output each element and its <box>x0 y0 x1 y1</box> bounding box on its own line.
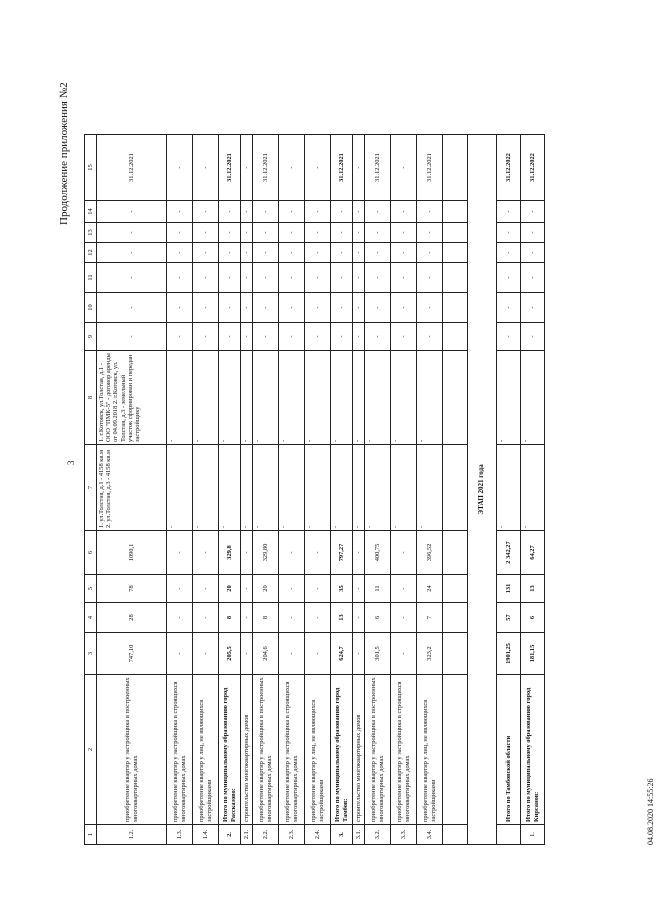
cell-col-1: 2.3. <box>279 825 305 845</box>
cell-col-5: 20 <box>219 575 241 603</box>
cell-col-7: 1. ул.Толстая, д.1 - 4158 кв.м 2. ул.Толстая, д.3 - 4158 кв.м <box>97 445 167 531</box>
cell-col-10: - <box>305 293 331 323</box>
cell-col-6: - <box>353 531 365 575</box>
cell-col-11: - <box>167 263 193 293</box>
cell-col-6: 400,75 <box>365 531 391 575</box>
appendix-continuation: Продолжение приложения №2 <box>58 82 70 225</box>
cell-col-10: - <box>97 293 167 323</box>
cell-col-8: - <box>279 351 305 445</box>
cell-col-15: 31.12.2022 <box>521 135 545 201</box>
cell-col-3: 301,5 <box>365 633 391 675</box>
cell-col-6: - <box>279 531 305 575</box>
cell-col-14: - <box>353 201 365 223</box>
column-number: 14 <box>85 201 97 223</box>
cell-col-12: - <box>331 243 353 263</box>
cell-col-3: - <box>353 633 365 675</box>
program-table <box>84 134 545 845</box>
table-row <box>305 135 331 845</box>
cell-col-4: - <box>167 603 193 633</box>
column-number: 6 <box>85 531 97 575</box>
cell-col-14: - <box>305 201 331 223</box>
column-number: 12 <box>85 243 97 263</box>
cell-col-10: - <box>497 293 521 323</box>
cell-col-6: - <box>305 531 331 575</box>
cell-col-11: - <box>391 263 417 293</box>
cell-col-14: - <box>167 201 193 223</box>
cell-col-13: - <box>331 223 353 243</box>
table-row <box>365 135 391 845</box>
cell-col-2: строительство многоквартирных домов <box>353 675 365 825</box>
cell-col-11: - <box>193 263 219 293</box>
cell-col-12: - <box>305 243 331 263</box>
footer-timestamp: 04.08.2020 14:55:26 <box>646 778 655 845</box>
cell-col-8: - <box>353 351 365 445</box>
cell-col-10: - <box>331 293 353 323</box>
cell-col-1: 1.2. <box>97 825 167 845</box>
cell-col-7: - <box>391 445 417 531</box>
cell-col-11: - <box>279 263 305 293</box>
cell-col-13: - <box>241 223 253 243</box>
cell-col-10: - <box>279 293 305 323</box>
cell-col-15: 31.12.2021 <box>331 135 353 201</box>
cell-col-8: - <box>391 351 417 445</box>
empty-cell <box>443 825 468 845</box>
cell-col-8: - <box>365 351 391 445</box>
cell-col-11: - <box>305 263 331 293</box>
cell-col-6: 797,27 <box>331 531 353 575</box>
table-row <box>219 135 241 845</box>
cell-col-14: - <box>497 201 521 223</box>
column-number: 9 <box>85 323 97 351</box>
cell-col-7: - <box>417 445 443 531</box>
cell-col-10: - <box>365 293 391 323</box>
cell-col-14: - <box>391 201 417 223</box>
cell-col-13: - <box>219 223 241 243</box>
cell-col-7: - <box>193 445 219 531</box>
cell-col-4: 28 <box>97 603 167 633</box>
cell-col-9: - <box>219 323 241 351</box>
empty-cell <box>443 351 468 445</box>
cell-col-10: - <box>253 293 279 323</box>
table-row <box>331 135 353 845</box>
cell-col-12: - <box>279 243 305 263</box>
table-row <box>353 135 365 845</box>
cell-col-9: - <box>193 323 219 351</box>
cell-col-2: приобретение квартир у застройщика в построенных многоквартирных домах <box>97 675 167 825</box>
cell-col-14: - <box>241 201 253 223</box>
cell-col-4: - <box>305 603 331 633</box>
column-number: 4 <box>85 603 97 633</box>
empty-cell <box>443 531 468 575</box>
cell-col-15: - <box>193 135 219 201</box>
cell-col-6: 1090,1 <box>97 531 167 575</box>
cell-col-8: - <box>241 351 253 445</box>
cell-col-3: - <box>193 633 219 675</box>
cell-col-3: 1901,25 <box>497 633 521 675</box>
cell-col-12: - <box>365 243 391 263</box>
cell-col-9: - <box>167 323 193 351</box>
cell-col-10: - <box>241 293 253 323</box>
cell-col-2: приобретение квартир у застройщика в построенных многоквартирных домах <box>253 675 279 825</box>
cell-col-5: - <box>279 575 305 603</box>
cell-col-4: - <box>279 603 305 633</box>
cell-col-3: 205,5 <box>219 633 241 675</box>
cell-col-1: 3.4. <box>417 825 443 845</box>
cell-col-4: 8 <box>219 603 241 633</box>
cell-col-15: 31.12.2021 <box>365 135 391 201</box>
cell-col-4: - <box>391 603 417 633</box>
cell-col-14: - <box>97 201 167 223</box>
cell-col-9: - <box>353 323 365 351</box>
cell-col-12: - <box>521 243 545 263</box>
cell-col-2: Итого по муниципальному образованию город Тамбов: <box>331 675 353 825</box>
cell-col-11: - <box>253 263 279 293</box>
cell-col-4: 6 <box>365 603 391 633</box>
column-number: 7 <box>85 445 97 531</box>
cell-col-14: - <box>521 201 545 223</box>
empty-cell <box>443 263 468 293</box>
cell-col-5: 20 <box>253 575 279 603</box>
cell-col-5: 13 <box>521 575 545 603</box>
cell-col-11: - <box>365 263 391 293</box>
cell-col-2: приобретение квартир у лиц, не являющихся застройщиками <box>305 675 331 825</box>
cell-col-15: - <box>353 135 365 201</box>
column-number: 5 <box>85 575 97 603</box>
table-row <box>241 135 253 845</box>
cell-col-8: - <box>497 351 521 445</box>
cell-col-5: - <box>391 575 417 603</box>
cell-col-1: 2.2. <box>253 825 279 845</box>
cell-col-11: - <box>353 263 365 293</box>
cell-col-2: Итого по Тамбовской области <box>497 675 521 825</box>
cell-col-5: 24 <box>417 575 443 603</box>
cell-col-3: 181,15 <box>521 633 545 675</box>
cell-col-7: - <box>365 445 391 531</box>
cell-col-8: - <box>167 351 193 445</box>
cell-col-15: 31.12.2021 <box>253 135 279 201</box>
cell-col-14: - <box>253 201 279 223</box>
cell-col-9: - <box>279 323 305 351</box>
cell-col-8: - <box>331 351 353 445</box>
cell-col-1: 2.1. <box>241 825 253 845</box>
cell-col-1 <box>497 825 521 845</box>
table-row <box>193 135 219 845</box>
cell-col-14: - <box>365 201 391 223</box>
cell-col-15: 31.12.2021 <box>417 135 443 201</box>
cell-col-7: - <box>167 445 193 531</box>
column-number: 10 <box>85 293 97 323</box>
cell-col-2: приобретение квартир у застройщика в строящихся многоквартирных домах <box>167 675 193 825</box>
column-number: 8 <box>85 351 97 445</box>
table-row <box>279 135 305 845</box>
cell-col-4: - <box>193 603 219 633</box>
table-row <box>167 135 193 845</box>
empty-cell <box>443 293 468 323</box>
cell-col-11: - <box>331 263 353 293</box>
cell-col-8: - <box>417 351 443 445</box>
empty-cell <box>443 675 468 825</box>
empty-cell <box>443 575 468 603</box>
cell-col-4: - <box>353 603 365 633</box>
cell-col-6: - <box>391 531 417 575</box>
cell-col-10: - <box>167 293 193 323</box>
cell-col-4: 6 <box>521 603 545 633</box>
cell-col-9: - <box>331 323 353 351</box>
cell-col-6: 329,80 <box>253 531 279 575</box>
empty-cell <box>443 445 468 531</box>
cell-col-3: - <box>241 633 253 675</box>
cell-col-9: - <box>97 323 167 351</box>
cell-col-9: - <box>365 323 391 351</box>
table-row <box>253 135 279 845</box>
cell-col-13: - <box>521 223 545 243</box>
cell-col-6: 329,8 <box>219 531 241 575</box>
empty-cell <box>443 223 468 243</box>
cell-col-12: - <box>391 243 417 263</box>
table-row <box>391 135 417 845</box>
cell-col-7: - <box>353 445 365 531</box>
cell-col-6: - <box>193 531 219 575</box>
cell-col-1: 3.2. <box>365 825 391 845</box>
cell-col-15: - <box>241 135 253 201</box>
cell-col-9: - <box>521 323 545 351</box>
cell-col-7: - <box>331 445 353 531</box>
cell-col-9: - <box>241 323 253 351</box>
stage-title: ЭТАП 2021 года <box>468 135 497 845</box>
cell-col-14: - <box>193 201 219 223</box>
empty-cell <box>443 633 468 675</box>
cell-col-8: 1. г.Котовск, ул.Толстая, д.1 - ООО "ПМК-5" - договор аренды от 04.09.2018 2. г.Котовск, ул. Толстая, д.3 - земельный участок сформирован и передан застройщику <box>97 351 167 445</box>
table-row <box>521 135 545 845</box>
cell-col-10: - <box>521 293 545 323</box>
cell-col-12: - <box>193 243 219 263</box>
cell-col-4: 57 <box>497 603 521 633</box>
cell-col-8: - <box>193 351 219 445</box>
cell-col-8: - <box>253 351 279 445</box>
cell-col-2: Итого по муниципальному образованию город Кирсанов: <box>521 675 545 825</box>
cell-col-1: 2.4. <box>305 825 331 845</box>
cell-col-9: - <box>391 323 417 351</box>
cell-col-10: - <box>391 293 417 323</box>
cell-col-9: - <box>497 323 521 351</box>
cell-col-4: 13 <box>331 603 353 633</box>
cell-col-5: - <box>193 575 219 603</box>
cell-col-5: - <box>241 575 253 603</box>
cell-col-1: 1.3. <box>167 825 193 845</box>
cell-col-5: 78 <box>97 575 167 603</box>
cell-col-7: - <box>521 445 545 531</box>
empty-cell <box>443 323 468 351</box>
cell-col-13: - <box>417 223 443 243</box>
cell-col-7: - <box>279 445 305 531</box>
cell-col-3: 323,2 <box>417 633 443 675</box>
cell-col-13: - <box>193 223 219 243</box>
cell-col-11: - <box>417 263 443 293</box>
cell-col-13: - <box>353 223 365 243</box>
cell-col-2: приобретение квартир у застройщика в строящихся многоквартирных домах <box>391 675 417 825</box>
cell-col-13: - <box>365 223 391 243</box>
column-number: 2 <box>85 675 97 825</box>
cell-col-15: - <box>305 135 331 201</box>
cell-col-6: - <box>241 531 253 575</box>
cell-col-12: - <box>167 243 193 263</box>
cell-col-11: - <box>97 263 167 293</box>
cell-col-14: - <box>331 201 353 223</box>
empty-cell <box>443 603 468 633</box>
cell-col-7: - <box>219 445 241 531</box>
empty-cell <box>443 201 468 223</box>
column-numbers-row <box>85 135 97 845</box>
cell-col-12: - <box>417 243 443 263</box>
cell-col-15: 31.12.2021 <box>219 135 241 201</box>
cell-col-2: приобретение квартир у застройщика в построенных многоквартирных домах <box>365 675 391 825</box>
cell-col-12: - <box>241 243 253 263</box>
cell-col-10: - <box>219 293 241 323</box>
cell-col-14: - <box>279 201 305 223</box>
cell-col-6: 396,52 <box>417 531 443 575</box>
cell-col-1: 3.1. <box>353 825 365 845</box>
cell-col-2: приобретение квартир у лиц, не являющихся застройщиками <box>417 675 443 825</box>
cell-col-13: - <box>253 223 279 243</box>
table-row <box>97 135 167 845</box>
cell-col-5: 35 <box>331 575 353 603</box>
cell-col-3: 747,10 <box>97 633 167 675</box>
cell-col-1: 1.4. <box>193 825 219 845</box>
cell-col-14: - <box>219 201 241 223</box>
cell-col-3: 204,6 <box>253 633 279 675</box>
cell-col-5: - <box>305 575 331 603</box>
cell-col-15: 31.12.2021 <box>97 135 167 201</box>
cell-col-2: Итого по муниципальному образованию город Рассказово: <box>219 675 241 825</box>
column-number: 1 <box>85 825 97 845</box>
cell-col-8: - <box>521 351 545 445</box>
column-number: 3 <box>85 633 97 675</box>
cell-col-9: - <box>305 323 331 351</box>
cell-col-3: 624,7 <box>331 633 353 675</box>
cell-col-12: - <box>353 243 365 263</box>
cell-col-1: 3.3. <box>391 825 417 845</box>
cell-col-1: 2. <box>219 825 241 845</box>
cell-col-5: 131 <box>497 575 521 603</box>
table-row <box>417 135 443 845</box>
cell-col-11: - <box>241 263 253 293</box>
cell-col-10: - <box>353 293 365 323</box>
cell-col-10: - <box>417 293 443 323</box>
cell-col-4: 7 <box>417 603 443 633</box>
cell-col-7: - <box>497 445 521 531</box>
cell-col-8: - <box>219 351 241 445</box>
cell-col-15: - <box>391 135 417 201</box>
cell-col-10: - <box>193 293 219 323</box>
cell-col-3: - <box>391 633 417 675</box>
empty-cell <box>443 135 468 201</box>
cell-col-1: 1. <box>521 825 545 845</box>
cell-col-5: - <box>353 575 365 603</box>
column-number: 13 <box>85 223 97 243</box>
cell-col-12: - <box>253 243 279 263</box>
table-row <box>497 135 521 845</box>
cell-col-11: - <box>219 263 241 293</box>
cell-col-13: - <box>391 223 417 243</box>
cell-col-15: - <box>279 135 305 201</box>
cell-col-3: - <box>167 633 193 675</box>
cell-col-15: - <box>167 135 193 201</box>
column-number: 15 <box>85 135 97 201</box>
cell-col-4: 8 <box>253 603 279 633</box>
cell-col-2: приобретение квартир у лиц, не являющихся застройщиками <box>193 675 219 825</box>
cell-col-11: - <box>497 263 521 293</box>
rotated-sheet <box>58 60 659 845</box>
cell-col-13: - <box>279 223 305 243</box>
cell-col-12: - <box>497 243 521 263</box>
cell-col-6: 2 342,27 <box>497 531 521 575</box>
cell-col-14: - <box>417 201 443 223</box>
cell-col-7: - <box>253 445 279 531</box>
cell-col-6: - <box>167 531 193 575</box>
cell-col-11: - <box>521 263 545 293</box>
cell-col-12: - <box>97 243 167 263</box>
cell-col-13: - <box>167 223 193 243</box>
cell-col-5: - <box>167 575 193 603</box>
cell-col-9: - <box>253 323 279 351</box>
cell-col-7: - <box>305 445 331 531</box>
stage-row <box>468 135 497 845</box>
spacer-row <box>443 135 468 845</box>
empty-cell <box>443 243 468 263</box>
cell-col-3: - <box>279 633 305 675</box>
column-number: 11 <box>85 263 97 293</box>
cell-col-2: приобретение квартир у застройщика в строящихся многоквартирных домах <box>279 675 305 825</box>
cell-col-7: - <box>241 445 253 531</box>
cell-col-13: - <box>497 223 521 243</box>
page-number: 3 <box>66 460 76 465</box>
cell-col-1: 3. <box>331 825 353 845</box>
cell-col-3: - <box>305 633 331 675</box>
cell-col-5: 11 <box>365 575 391 603</box>
cell-col-6: 64,27 <box>521 531 545 575</box>
cell-col-12: - <box>219 243 241 263</box>
cell-col-13: - <box>305 223 331 243</box>
cell-col-13: - <box>97 223 167 243</box>
cell-col-4: - <box>241 603 253 633</box>
cell-col-9: - <box>417 323 443 351</box>
cell-col-15: 31.12.2022 <box>497 135 521 201</box>
cell-col-8: - <box>305 351 331 445</box>
cell-col-2: строительство многоквартирных домов <box>241 675 253 825</box>
